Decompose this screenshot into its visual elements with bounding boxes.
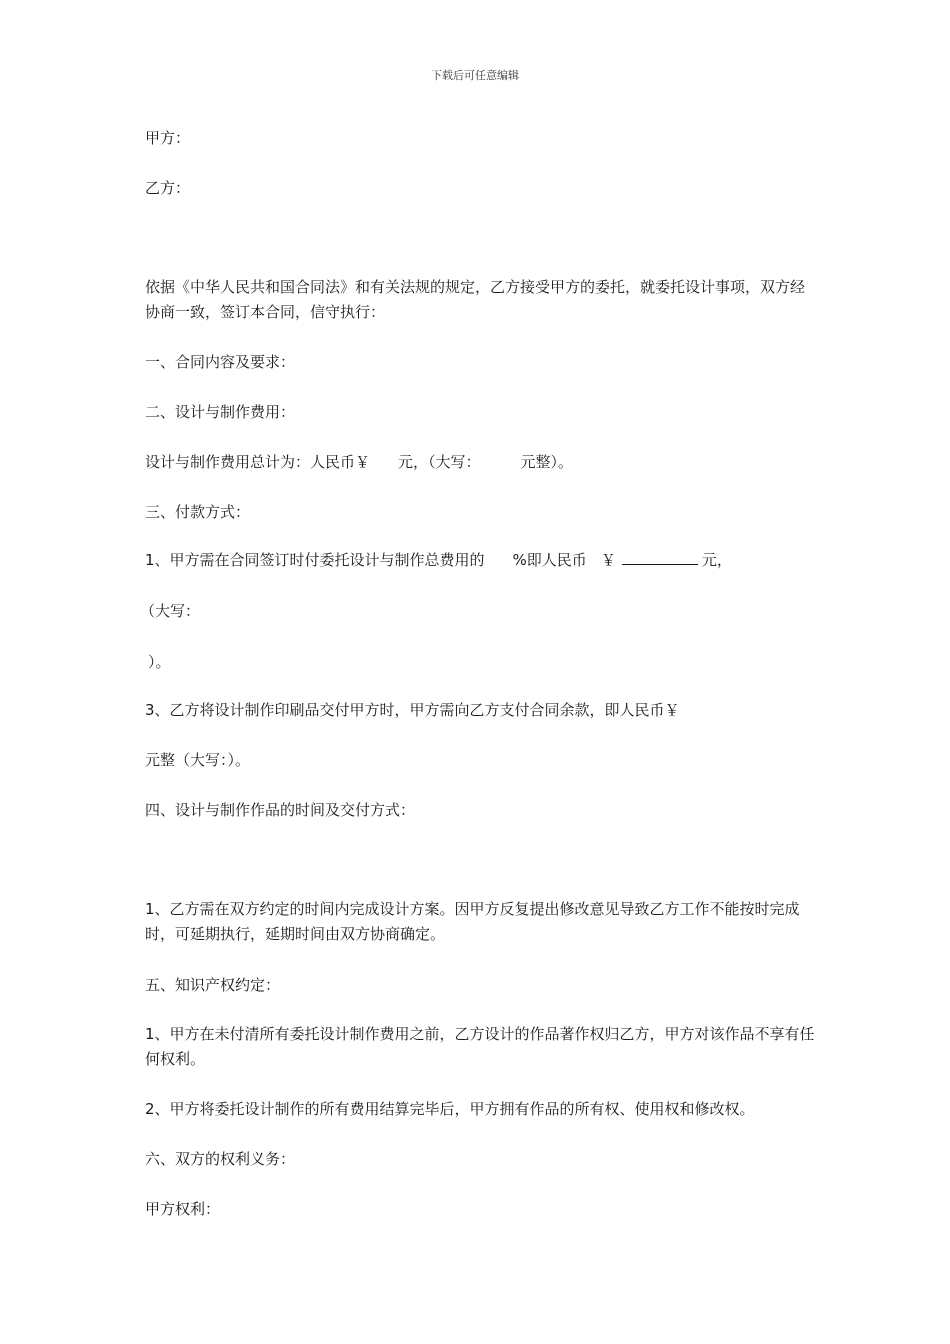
section-4-heading: 四、设计与制作作品的时间及交付方式： xyxy=(145,801,416,819)
section-6-heading: 六、双方的权利义务： xyxy=(145,1150,296,1168)
payment-1-upper-label: （大写： xyxy=(140,602,201,620)
payment-3-upper: 元整（大写：）。 xyxy=(145,751,251,769)
payment-1-suffix: 元， xyxy=(701,551,732,569)
fee-total-middle: 元，（大写： xyxy=(398,453,481,471)
fee-total-line xyxy=(145,450,573,475)
time-clause-1: 1、乙方需在双方约定的时间内完成设计方案。因甲方反复提出修改意见导致乙方工作不能按时完成时，可延期执行，延期时间由双方协商确定。 xyxy=(145,900,800,943)
fee-total-suffix: 元整）。 xyxy=(520,453,574,471)
party-a-rights-heading: 甲方权利： xyxy=(145,1200,221,1218)
section-5-heading: 五、知识产权约定： xyxy=(145,976,281,994)
page-header-note: 下载后可任意编辑 xyxy=(431,69,519,82)
intro-paragraph: 依据《中华人民共和国合同法》和有关法规的规定，乙方接受甲方的委托，就委托设计事项，双方经协商一致，签订本合同，信守执行： xyxy=(145,278,806,321)
payment-1-yen: ￥ xyxy=(600,551,616,569)
section-1-heading: 一、合同内容及要求： xyxy=(145,353,296,371)
payment-1-blank-underline xyxy=(622,550,698,565)
payment-1-line xyxy=(145,548,732,573)
ip-clause-2: 2、甲方将委托设计制作的所有费用结算完毕后，甲方拥有作品的所有权、使用权和修改权。 xyxy=(145,1100,755,1118)
section-2-heading: 二、设计与制作费用： xyxy=(145,403,296,421)
payment-1-percent: %即人民币 xyxy=(512,551,587,569)
payment-1-upper-close: ）。 xyxy=(148,653,171,671)
payment-3-line: 3、乙方将设计制作印刷品交付甲方时，甲方需向乙方支付合同余款，即人民币￥ xyxy=(145,701,680,719)
ip-clause-1: 1、甲方在未付清所有委托设计制作费用之前，乙方设计的作品著作权归乙方，甲方对该作品不享有任何权利。 xyxy=(145,1025,815,1068)
party-b-label: 乙方： xyxy=(145,179,191,197)
section-3-heading: 三、付款方式： xyxy=(145,503,251,521)
party-a-label: 甲方： xyxy=(145,129,191,147)
payment-1-prefix: 1、甲方需在合同签订时付委托设计与制作总费用的 xyxy=(145,551,485,569)
fee-total-prefix: 设计与制作费用总计为：人民币￥ xyxy=(145,453,371,471)
